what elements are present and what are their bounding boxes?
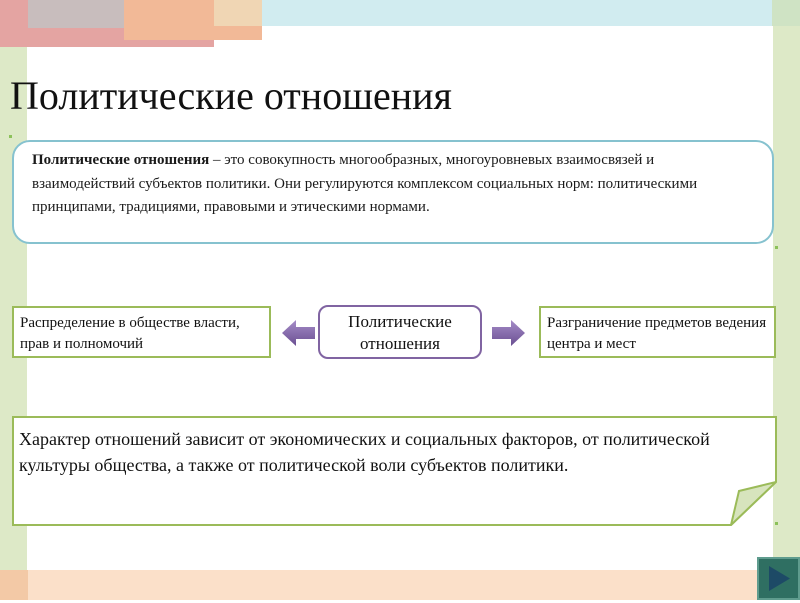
note-box: [12, 416, 777, 526]
decor-dot: [9, 135, 12, 138]
right-arrow-icon: [491, 318, 525, 348]
next-slide-button[interactable]: [757, 557, 800, 600]
right-concept-box: Разграничение предметов ведения центра и мест: [539, 306, 776, 358]
decor-dot: [775, 522, 778, 525]
right-decor-strip: [773, 0, 800, 600]
slide-title: Политические отношения: [10, 73, 452, 118]
definition-body: – это совокупность многообразных, многоуровневых взаимосвязей и взаимодействий субъектов политики. Они регулируются комплексом социальных норм: политическими принципами, традициями, правовыми и этическими нормами.: [32, 152, 698, 215]
left-concept-box: Распределение в обществе власти, прав и полномочий: [12, 306, 271, 358]
center-concept-box: Политические отношения: [318, 305, 482, 359]
top-decor-block: [214, 0, 262, 26]
top-decor-block: [772, 0, 800, 26]
definition-text: [28, 149, 758, 220]
definition-term: Политические отношения: [32, 152, 210, 168]
play-next-icon: [759, 559, 798, 598]
left-arrow-icon: [282, 318, 316, 348]
decor-dot: [775, 246, 778, 249]
bottom-decor-block: [0, 570, 28, 600]
top-decor-block: [28, 0, 124, 28]
bottom-decor-band: [0, 570, 800, 600]
definition-box: [12, 140, 774, 244]
top-decor-band: [262, 0, 772, 26]
note-text: Характер отношений зависит от экономических и социальных факторов, от политической культуры общества, а также от политической воли субъектов политики.: [19, 429, 710, 475]
